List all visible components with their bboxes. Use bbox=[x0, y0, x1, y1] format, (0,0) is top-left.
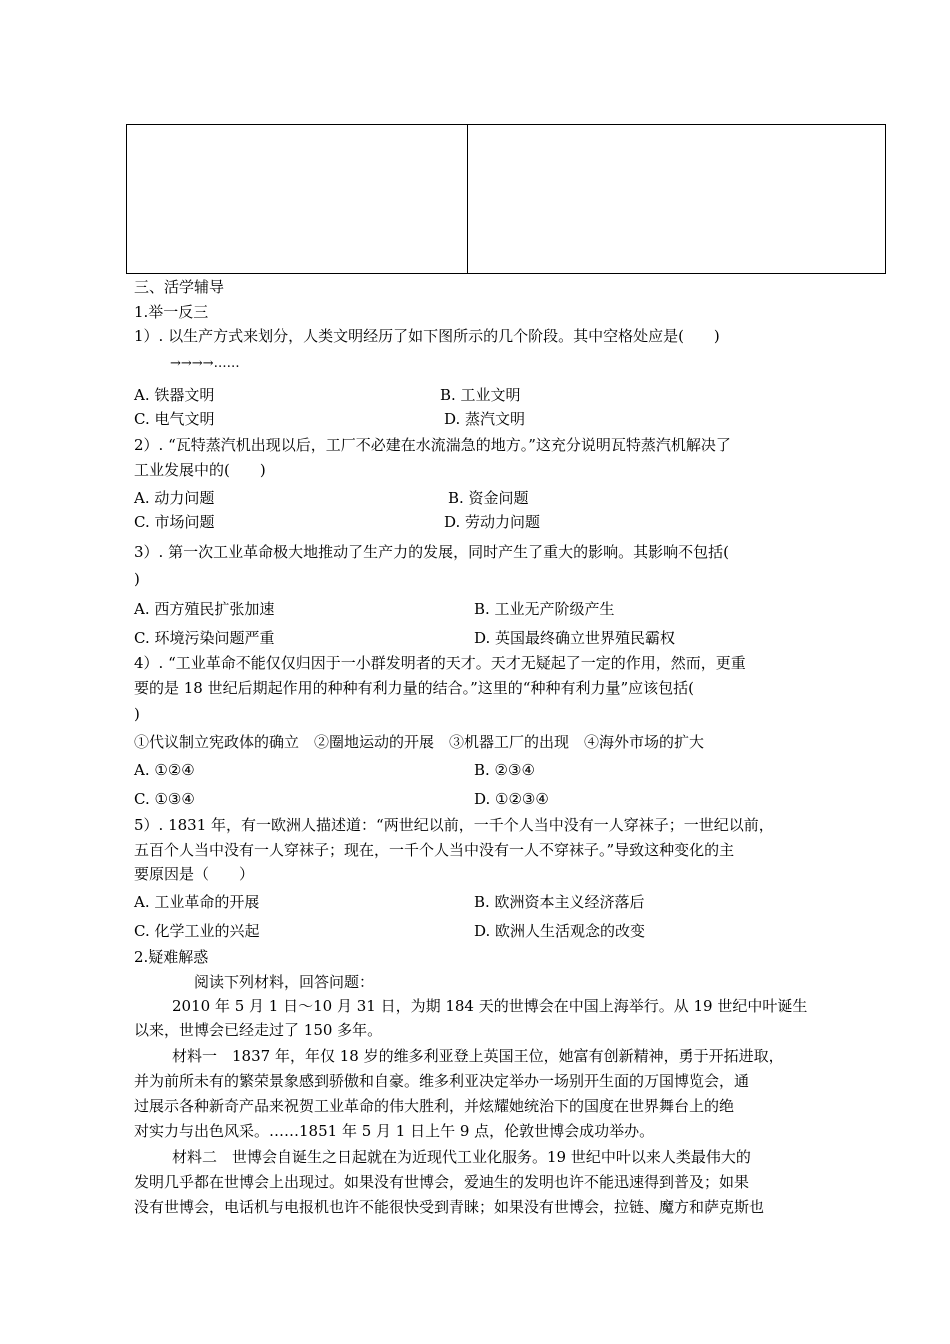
stage-sequence: →→→→…… bbox=[170, 356, 240, 371]
q2-option-d: D. 劳动力问题 bbox=[444, 513, 541, 531]
q2-option-a: A. 动力问题 bbox=[134, 489, 215, 507]
question-4-stem-line1: 4）. “工业革命不能仅仅归因于一小群发明者的天才。天才无疑起了一定的作用，然而，更重 bbox=[134, 654, 746, 672]
q3-option-b: B. 工业无产阶级产生 bbox=[474, 600, 615, 618]
q3-option-d: D. 英国最终确立世界殖民霸权 bbox=[474, 629, 676, 647]
q4-option-b: B. ②③④ bbox=[474, 761, 535, 779]
question-4-stem-line3: ) bbox=[134, 705, 140, 723]
question-2-stem-line1: 2）. “瓦特蒸汽机出现以后，工厂不必建在水流湍急的地方。”这充分说明瓦特蒸汽机解决了 bbox=[134, 436, 731, 454]
q3-option-c: C. 环境污染问题严重 bbox=[134, 629, 275, 647]
q5-option-c: C. 化学工业的兴起 bbox=[134, 922, 260, 940]
material-p1-line2: 以来，世博会已经走过了 150 多年。 bbox=[134, 1021, 383, 1039]
material-p3-line2: 发明几乎都在世博会上出现过。如果没有世博会，爱迪生的发明也许不能迅速得到普及；如果 bbox=[134, 1173, 750, 1191]
subsection-heading-2: 2.疑难解惑 bbox=[134, 948, 209, 966]
subsection-heading: 1.举一反三 bbox=[134, 303, 209, 321]
q5-option-d: D. 欧洲人生活观念的改变 bbox=[474, 922, 646, 940]
question-3-stem-line2: ) bbox=[134, 570, 140, 588]
question-3-stem-line1: 3）. 第一次工业革命极大地推动了生产力的发展，同时产生了重大的影响。其影响不包括( bbox=[134, 543, 729, 561]
answer-table bbox=[126, 124, 886, 274]
table-cell-right bbox=[468, 125, 885, 273]
q5-option-b: B. 欧洲资本主义经济落后 bbox=[474, 893, 645, 911]
table-cell-left bbox=[127, 125, 468, 273]
section-heading: 三、活学辅导 bbox=[134, 278, 225, 296]
question-5-stem-line1: 5）. 1831 年，有一欧洲人描述道：“两世纪以前，一千个人当中没有一人穿袜子；一世纪以前， bbox=[134, 816, 774, 834]
q3-option-a: A. 西方殖民扩张加速 bbox=[134, 600, 275, 618]
material-p2-line1: 材料一 1837 年，年仅 18 岁的维多利亚登上英国王位，她富有创新精神，勇于开拓进取， bbox=[172, 1047, 784, 1065]
question-5-stem-line2: 五百个人当中没有一人穿袜子；现在，一千个人当中没有一人不穿袜子。”导致这种变化的主 bbox=[134, 841, 735, 859]
material-p2-line3: 过展示各种新奇产品来祝贺工业革命的伟大胜利，并炫耀她统治下的国度在世界舞台上的绝 bbox=[134, 1097, 735, 1115]
question-1-stem: 1）. 以生产方式来划分，人类文明经历了如下图所示的几个阶段。其中空格处应是( ) bbox=[134, 327, 720, 345]
question-4-stem-line2: 要的是 18 世纪后期起作用的种种有利力量的结合。”这里的“种种有利力量”应该包括( bbox=[134, 679, 694, 697]
material-p2-line4: 对实力与出色风采。……1851 年 5 月 1 日上午 9 点，伦敦世博会成功举办。 bbox=[134, 1122, 655, 1140]
material-p3-line1: 材料二 世博会自诞生之日起就在为近现代工业化服务。19 世纪中叶以来人类最伟大的 bbox=[172, 1148, 751, 1166]
q2-option-b: B. 资金问题 bbox=[448, 489, 529, 507]
material-p2-line2: 并为前所未有的繁荣景象感到骄傲和自豪。维多利亚决定举办一场别开生面的万国博览会，通 bbox=[134, 1072, 750, 1090]
q5-option-a: A. 工业革命的开展 bbox=[134, 893, 260, 911]
q1-option-c: C. 电气文明 bbox=[134, 410, 215, 428]
q1-option-a: A. 铁器文明 bbox=[134, 386, 215, 404]
q1-option-d: D. 蒸汽文明 bbox=[444, 410, 526, 428]
material-intro: 阅读下列材料，回答问题： bbox=[194, 973, 375, 991]
question-5-stem-line3: 要原因是（ ） bbox=[134, 865, 255, 883]
q1-option-b: B. 工业文明 bbox=[440, 386, 521, 404]
q4-option-d: D. ①②③④ bbox=[474, 790, 549, 808]
material-p3-line3: 没有世博会，电话机与电报机也许不能很快受到青睐；如果没有世博会，拉链、魔方和萨克斯也 bbox=[134, 1198, 765, 1216]
q2-option-c: C. 市场问题 bbox=[134, 513, 215, 531]
q4-option-c: C. ①③④ bbox=[134, 790, 195, 808]
material-p1-line1: 2010 年 5 月 1 日～10 月 31 日，为期 184 天的世博会在中国上海举行。从 19 世纪中叶诞生 bbox=[172, 997, 808, 1015]
q4-option-a: A. ①②④ bbox=[134, 761, 195, 779]
question-2-stem-line2: 工业发展中的( ) bbox=[134, 461, 266, 479]
question-4-items: ①代议制立宪政体的确立 ②圈地运动的开展 ③机器工厂的出现 ④海外市场的扩大 bbox=[134, 733, 705, 751]
